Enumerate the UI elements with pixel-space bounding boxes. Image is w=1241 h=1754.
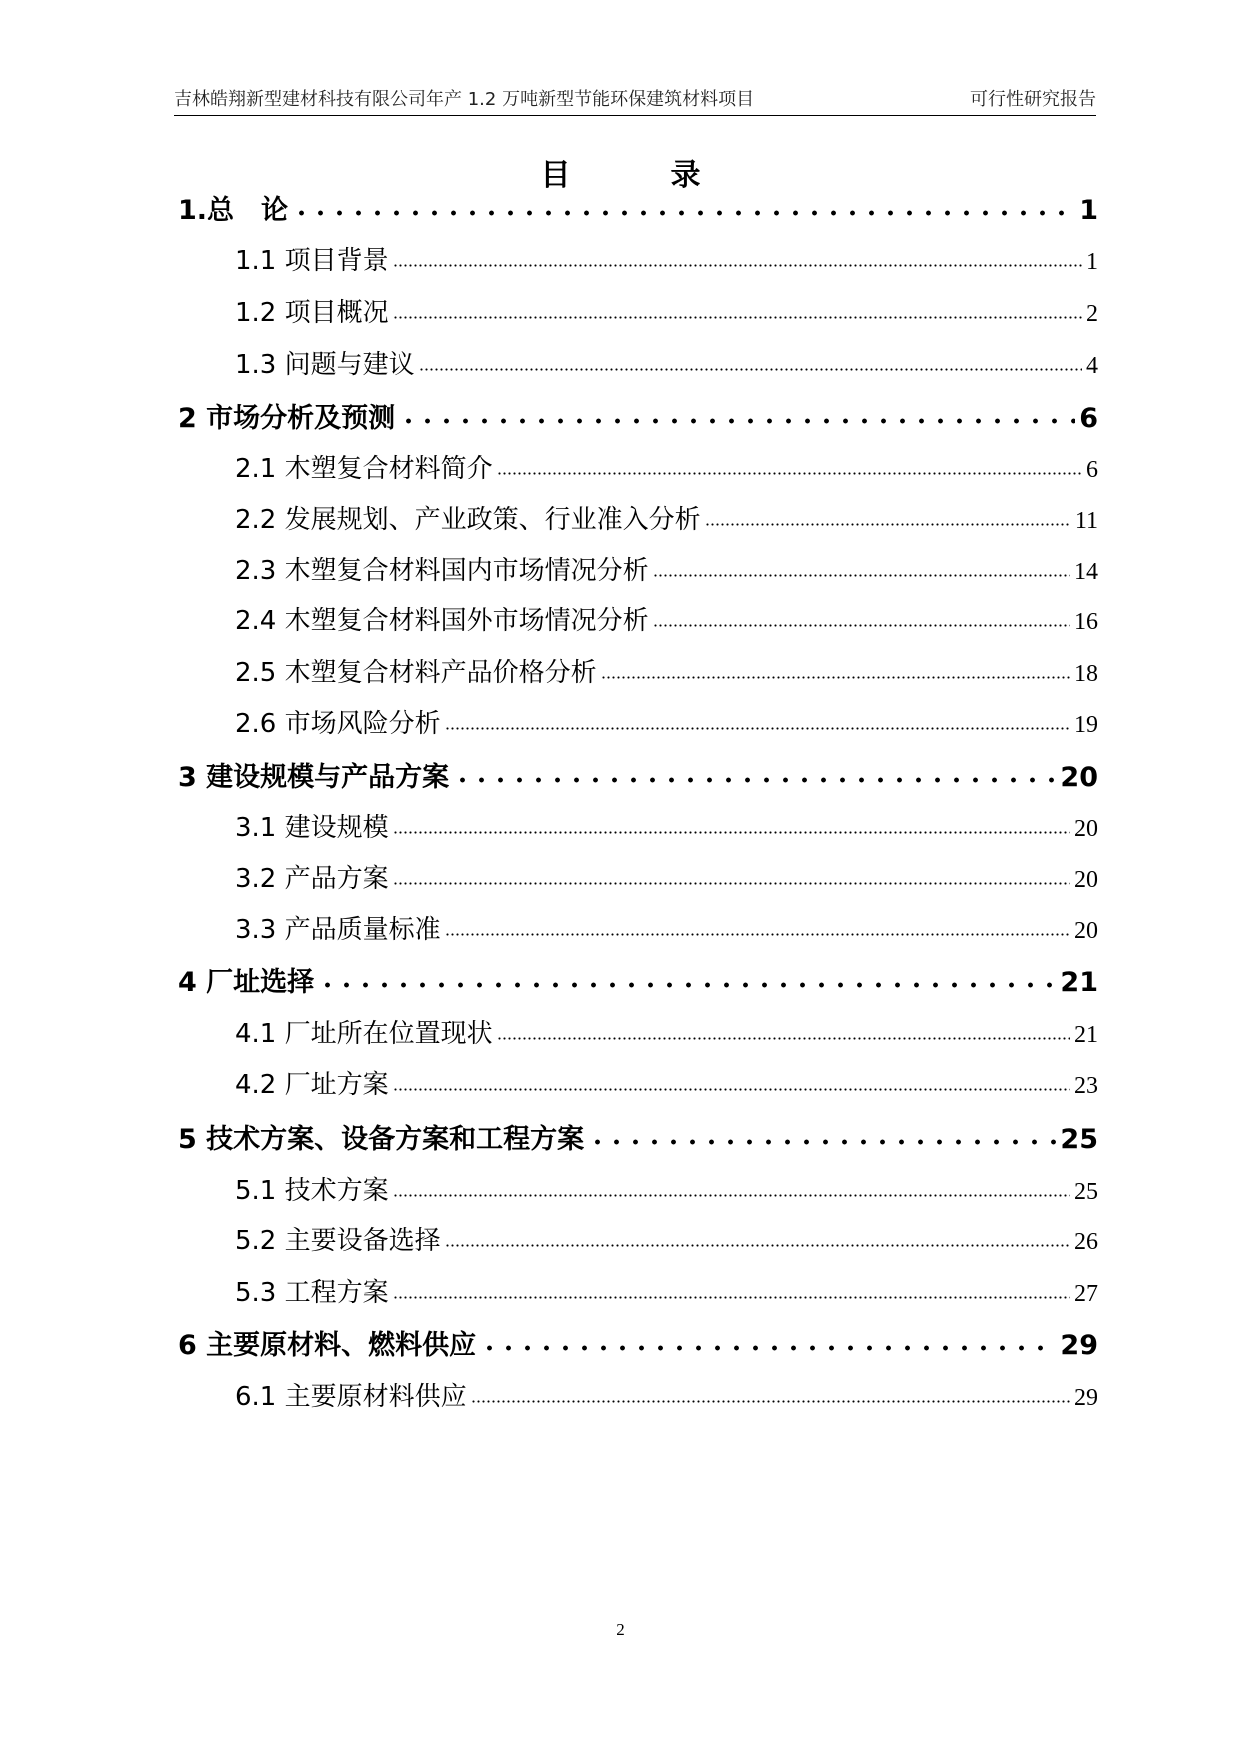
toc-entry-page: 29 [1060,1330,1098,1361]
toc-chapter-entry[interactable] [178,188,1098,227]
toc-entry-label: 2.3 木塑复合材料国内市场情况分析 [235,556,649,586]
toc-entry-label: 5.1 技术方案 [235,1176,389,1206]
toc-title-part2: 录 [670,158,701,193]
toc-leader-dots [480,1345,1056,1351]
toc-entry-label: 1.1 项目背景 [235,246,389,276]
toc-leader-dots [497,472,1082,475]
toc-entry-page: 25 [1074,1179,1098,1205]
toc-entry-label: 6 主要原材料、燃料供应 [178,1330,477,1361]
toc-leader-dots [393,264,1082,267]
toc-entry-label: 1.2 项目概况 [235,298,389,328]
toc-entry-label: 2.5 木塑复合材料产品价格分析 [235,658,597,688]
toc-leader-dots [471,1400,1070,1403]
toc-entry-page: 23 [1074,1073,1098,1099]
toc-entry-page: 20 [1074,918,1098,944]
toc-entry-label: 2.2 发展规划、产业政策、行业准入分析 [235,505,701,535]
toc-entry-page: 27 [1074,1281,1098,1307]
toc-entry-page: 6 [1079,403,1098,434]
toc-entry-page: 16 [1074,609,1098,635]
toc-entry-label: 3.3 产品质量标准 [235,915,441,945]
toc-entry-page: 18 [1074,661,1098,687]
toc-entry-label: 2.1 木塑复合材料简介 [235,454,493,484]
toc-entry-page: 1 [1079,195,1098,226]
toc-section-entry[interactable] [235,909,1098,946]
toc-entry-label: 3.2 产品方案 [235,864,389,894]
toc-entry-label: 4.2 厂址方案 [235,1070,389,1100]
toc-section-entry[interactable] [235,703,1098,740]
toc-leader-dots [497,1037,1070,1040]
toc-entry-label: 2 市场分析及预测 [178,403,396,434]
toc-entry-label: 6.1 主要原材料供应 [235,1382,467,1412]
toc-entry-page: 29 [1074,1385,1098,1411]
toc-leader-dots [445,1244,1070,1247]
toc-entry-label: 5.2 主要设备选择 [235,1226,441,1256]
toc-section-entry[interactable] [235,600,1098,637]
toc-leader-dots [399,418,1075,424]
toc-chapter-entry[interactable] [178,396,1098,435]
toc-leader-dots [419,368,1082,371]
toc-section-entry[interactable] [235,499,1098,536]
toc-entry-page: 2 [1086,301,1098,327]
toc-entry-page: 25 [1060,1124,1098,1155]
toc-entry-label: 5.3 工程方案 [235,1278,389,1308]
toc-section-entry[interactable] [235,1220,1098,1257]
toc-entry-page: 26 [1074,1229,1098,1255]
toc-leader-dots [453,777,1056,783]
toc-leader-dots [653,624,1070,627]
header-report-type: 可行性研究报告 [970,89,1096,110]
toc-entry-label: 3.1 建设规模 [235,813,389,843]
toc-leader-dots [588,1139,1056,1145]
toc-section-entry[interactable] [235,448,1098,485]
toc-section-entry[interactable] [235,807,1098,844]
toc-title-part1: 目 [540,158,571,193]
toc-entry-label: 4.1 厂址所在位置现状 [235,1019,493,1049]
page-number: 2 [616,1620,625,1639]
toc-leader-dots [292,210,1075,216]
toc-section-entry[interactable] [235,1376,1098,1413]
toc-section-entry[interactable] [235,858,1098,895]
toc-leader-dots [445,727,1070,730]
toc-section-entry[interactable] [235,1272,1098,1309]
toc-leader-dots [393,882,1070,885]
toc-section-entry[interactable] [235,292,1098,329]
toc-leader-dots [601,676,1070,679]
toc-chapter-entry[interactable] [178,960,1098,999]
toc-leader-dots [705,523,1071,526]
toc-entry-label: 1.总 论 [178,195,289,226]
header-document-title: 吉林皓翔新型建材科技有限公司年产 1.2 万吨新型节能环保建筑材料项目 [174,89,755,110]
toc-section-entry[interactable] [235,1013,1098,1050]
toc-chapter-entry[interactable] [178,1117,1098,1156]
toc-section-entry[interactable] [235,1064,1098,1101]
toc-entry-page: 1 [1086,249,1098,275]
toc-leader-dots [393,831,1070,834]
toc-entry-page: 19 [1074,712,1098,738]
toc-entry-label: 1.3 问题与建议 [235,350,415,380]
toc-leader-dots [445,933,1070,936]
toc-entry-page: 21 [1060,967,1098,998]
toc-entry-page: 4 [1086,353,1098,379]
toc-section-entry[interactable] [235,550,1098,587]
page-header [174,86,1096,116]
toc-entry-label: 4 厂址选择 [178,967,315,998]
toc-entry-label: 5 技术方案、设备方案和工程方案 [178,1124,585,1155]
toc-entry-page: 14 [1074,559,1098,585]
toc-entry-page: 20 [1074,867,1098,893]
page-footer [0,1620,1241,1640]
toc-entry-page: 21 [1074,1022,1098,1048]
toc-section-entry[interactable] [235,1170,1098,1207]
toc-leader-dots [393,316,1082,319]
toc-entry-page: 11 [1074,508,1098,534]
toc-section-entry[interactable] [235,240,1098,277]
toc-entry-page: 6 [1086,457,1098,483]
toc-section-entry[interactable] [235,652,1098,689]
toc-leader-dots [393,1194,1070,1197]
toc-leader-dots [393,1088,1070,1091]
toc-entry-label: 3 建设规模与产品方案 [178,762,450,793]
toc-entry-page: 20 [1060,762,1098,793]
toc-leader-dots [318,982,1056,988]
toc-leader-dots [653,574,1070,577]
toc-leader-dots [393,1296,1070,1299]
toc-entry-label: 2.6 市场风险分析 [235,709,441,739]
toc-entry-page: 20 [1074,816,1098,842]
toc-section-entry[interactable] [235,344,1098,381]
toc-entry-label: 2.4 木塑复合材料国外市场情况分析 [235,606,649,636]
toc-chapter-entry[interactable] [178,755,1098,794]
toc-chapter-entry[interactable] [178,1323,1098,1362]
